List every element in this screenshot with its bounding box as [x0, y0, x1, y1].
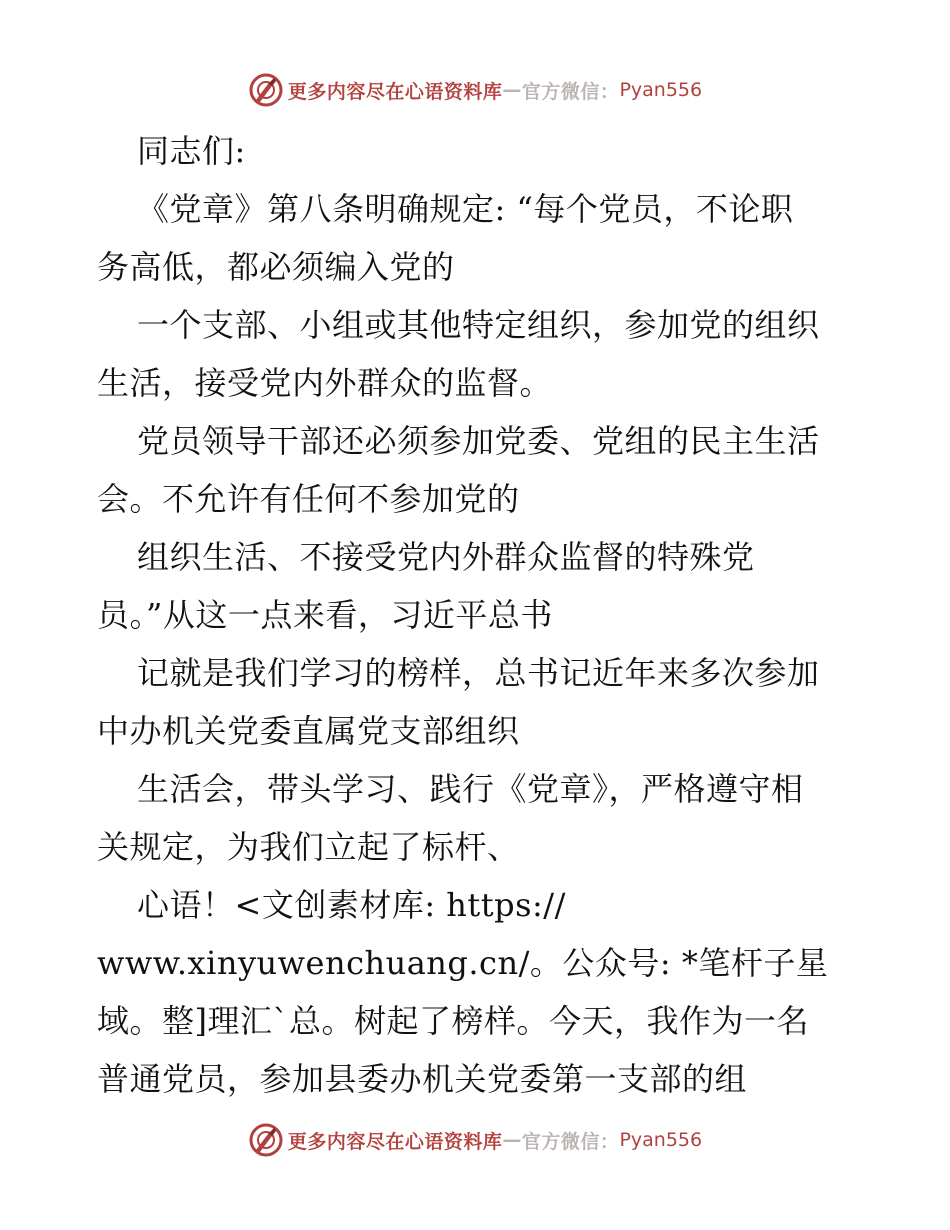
body-line: 员。”从这一点来看，习近平总书	[97, 596, 553, 634]
body-line: 生活，接受党内外群众的监督。	[97, 364, 553, 402]
footer-banner	[0, 1120, 950, 1160]
banner-dash: —	[502, 1129, 522, 1151]
banner-sub-text: 官方微信：	[521, 1130, 620, 1153]
body-line: 中办机关党委直属党支部组织	[97, 712, 520, 750]
banner-main-text: 更多内容尽在心语资料库	[287, 80, 503, 103]
body-line: 关规定，为我们立起了标杆、	[97, 828, 520, 866]
banner-id-text: Pyan556	[619, 79, 703, 101]
body-line: 务高低，都必须编入党的	[97, 248, 455, 286]
body-line: 生活会，带头学习、践行《党章》，严格遵守相	[137, 770, 804, 808]
body-line: www.xinyuwenchuang.cn/。公众号: *笔杆子星	[97, 944, 829, 982]
body-line: 一个支部、小组或其他特定组织，参加党的组织	[137, 306, 820, 344]
brand-logo-icon	[248, 1122, 284, 1158]
body-line: 党员领导干部还必须参加党委、党组的民主生活	[137, 422, 820, 460]
body-line: 同志们:	[137, 132, 246, 170]
brand-logo-icon	[248, 72, 284, 108]
banner-main-text: 更多内容尽在心语资料库	[287, 1130, 503, 1153]
body-line: 记就是我们学习的榜样，总书记近年来多次参加	[137, 654, 820, 692]
body-line: 域。整]理汇`总。树起了榜样。今天，我作为一名	[97, 1002, 809, 1040]
body-line: 组织生活、不接受党内外群众监督的特殊党	[137, 538, 755, 576]
document-body	[97, 122, 857, 1108]
body-line: 《党章》第八条明确规定: “每个党员，不论职	[137, 190, 794, 228]
body-line: 心语！<文创素材库: https://	[137, 886, 566, 924]
banner-dash: —	[502, 79, 522, 101]
header-banner	[0, 70, 950, 110]
banner-sub-text: 官方微信：	[521, 80, 620, 103]
body-line: 会。不允许有任何不参加党的	[97, 480, 520, 518]
body-line: 普通党员，参加县委办机关党委第一支部的组	[97, 1060, 748, 1098]
banner-id-text: Pyan556	[619, 1129, 703, 1151]
